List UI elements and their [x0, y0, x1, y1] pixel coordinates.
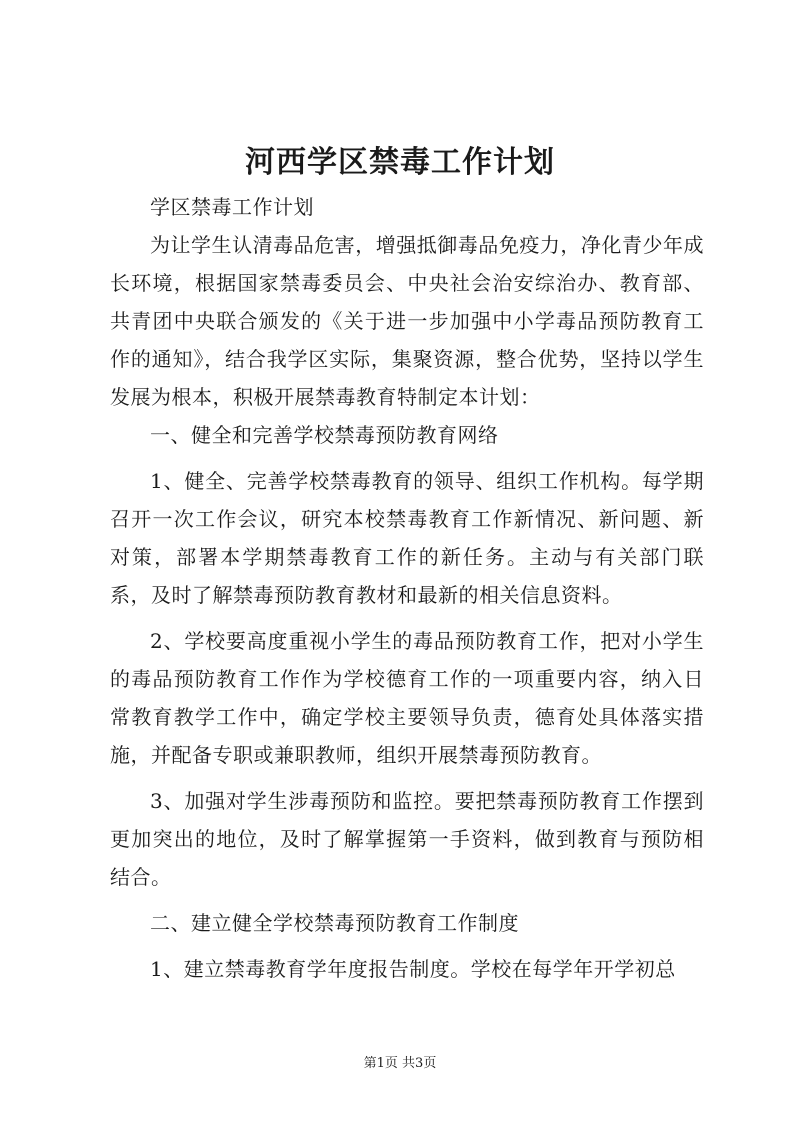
body-paragraph: 1、健全、完善学校禁毒教育的领导、组织工作机构。每学期召开一次工作会议，研究本校禁毒教育工作新情况、新问题、新对策，部署本学期禁毒教育工作的新任务。主动与有关部门联系，及时了解禁毒预防教育教材和最新的相关信息资料。 — [110, 469, 704, 607]
body-paragraph: 2、学校要高度重视小学生的毒品预防教育工作，把对小学生的毒品预防教育工作作为学校德育工作的一项重要内容，纳入日常教育教学工作中，确定学校主要领导负责，德育处具体落实措施，并配备专职或兼职教师，组织开展禁毒预防教育。 — [110, 629, 704, 767]
body-paragraph: 3、加强对学生涉毒预防和监控。要把禁毒预防教育工作摆到更加突出的地位，及时了解掌握第一手资料，做到教育与预防相结合。 — [110, 789, 704, 889]
document-title: 河西学区禁毒工作计划 — [245, 145, 555, 180]
body-intro-paragraph: 为让学生认清毒品危害，增强抵御毒品免疫力，净化青少年成长环境，根据国家禁毒委员会、中央社会治安综治办、教育部、共青团中央联合颁发的《关于进一步加强中小学毒品预防教育工作的通知》，结合我学区实际，集聚资源，整合优势，坚持以学生发展为根本，积极开展禁毒教育特制定本计划： — [110, 233, 704, 409]
section-heading-1: 一、健全和完善学校禁毒预防教育网络 — [150, 423, 499, 447]
body-paragraph: 1、建立禁毒教育学年度报告制度。学校在每学年开学初总 — [150, 957, 676, 981]
body-subtitle: 学区禁毒工作计划 — [150, 195, 314, 219]
page-number-footer: 第1页 共3页 — [363, 1056, 437, 1071]
document-body — [110, 188, 704, 988]
section-heading-2: 二、建立健全学校禁毒预防教育工作制度 — [150, 911, 519, 935]
